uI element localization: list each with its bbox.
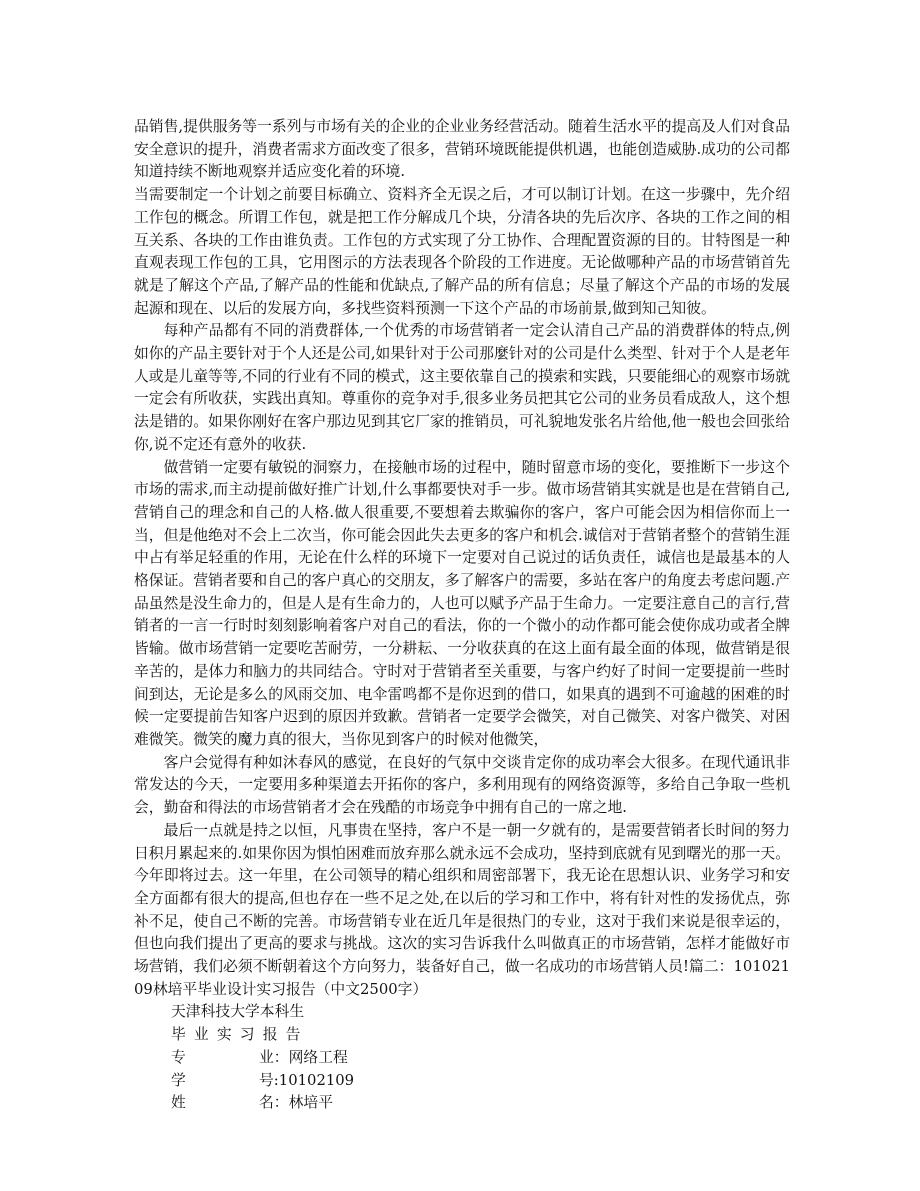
paragraph-2: 当需要制定一个计划之前要目标确立、资料齐全无误之后，才可以制订计划。在这一步骤中，先介绍工作包的概念。所谓工作包，就是把工作分解成几个块，分清各块的先后次序、各块的工作之间的相互关系、各块的工作由谁负责。工作包的方式实现了分工协作、合理配置资源的目的。甘特图是一种直观表现工作包的工具，它用图示的方法表现各个阶段的工作进度。无论做哪种产品的市场营销首先就是了解这个产品,了解产品的性能和优缺点,了解产品的所有信息；尽量了解这个产品的市场的发展起源和现在、以后的发展方向，多找些资料预测一下这个产品的市场前景,做到知己知彼。 bbox=[134, 186, 790, 317]
field-label: 学 bbox=[171, 1071, 186, 1089]
paragraph-6: 最后一点就是持之以恒，凡事贵在坚持，客户不是一朝一夕就有的，是需要营销者长时间的努力日积月累起来的.如果你因为惧怕困难而放弃那么就永远不会成功，坚持到底就有见到曙光的那一天。今年即将过去。这一年里，在公司领导的精心组织和周密部署下，我无论在思想认识、业务学习和安全方面都有很大的提高,但也存在一些不足之处,在以后的学习和工作中，将有针对性的发扬优点，弥补不足，使自己不断的完善。市场营销专业在近几年是很热门的专业，这对于我们来说是很幸运的，但也向我们提出了更高的要求与挑战。这次的实习告诉我什么叫做真正的市场营销，怎样才能做好市场营销，我们必须不断朝着这个方向努力，装备好自己，做一名成功的市场营销人员!篇二：10102109林培平毕业设计实习报告（中文2500字） bbox=[134, 821, 790, 998]
university-name: 天津科技大学本科生 bbox=[171, 1003, 305, 1021]
field-value: 业：网络工程 bbox=[259, 1048, 348, 1066]
field-major bbox=[134, 1047, 790, 1070]
field-label: 姓 bbox=[171, 1094, 186, 1112]
report-header bbox=[134, 1001, 790, 1046]
paragraph-5: 客户会觉得有种如沐春风的感觉，在良好的气氛中交谈肯定你的成功率会大很多。在现代通讯非常发达的今天，一定要用多种渠道去开拓你的客户，多利用现有的网络资源等，多给自己争取一些机会，勤奋和得法的市场营销者才会在残酷的市场竞争中拥有自己的一席之地. bbox=[134, 753, 790, 817]
field-label: 专 bbox=[171, 1048, 186, 1066]
paragraph-1: 品销售,提供服务等一系列与市场有关的企业的企业业务经营活动。随着生活水平的提高及人们对食品安全意识的提升，消费者需求方面改变了很多，营销环境既能提供机遇，也能创造威胁.成功的公司都知道持续不断地观察并适应变化着的环境. bbox=[134, 118, 790, 181]
field-value: 名：林培平 bbox=[259, 1094, 333, 1112]
field-name bbox=[134, 1092, 790, 1115]
document-page bbox=[134, 116, 790, 1115]
paragraph-3: 每种产品都有不同的消费群体,一个优秀的市场营销者一定会认清自己产品的消费群体的特点,例如你的产品主要针对于个人还是公司,如果针对于公司那麼针对的公司是什么类型、针对于个人是老年人或是儿童等等,不同的行业有不同的模式，这主要依靠自己的摸索和实践，只要能细心的观察市场就一定会有所收获，实践出真知。尊重你的竞争对手,很多业务员把其它公司的业务员看成敌人，这个想法是错的。如果你刚好在客户那边见到其它厂家的推销员，可礼貌地发张名片给他,他一般也会回张给你,说不定还有意外的收获. bbox=[134, 322, 790, 453]
paragraph-4: 做营销一定要有敏锐的洞察力，在接触市场的过程中，随时留意市场的变化，要推断下一步这个市场的需求,而主动提前做好推广计划,什么事都要快对手一步。做市场营销其实就是也是在营销自己,营销自己的理念和自己的人格.做人很重要,不要想着去欺骗你的客户，客户可能会因为相信你而上一当，但是他绝对不会上二次当，你可能会因此失去更多的客户和机会.诚信对于营销者整个的营销生涯中占有举足轻重的作用，无论在什么样的环境下一定要对自己说过的话负责任，诚信也是最基本的人格保证。营销者要和自己的客户真心的交朋友，多了解客户的需要，多站在客户的角度去考虑问题.产品虽然是没生命力的，但是人是有生命力的，人也可以赋予产品于生命力。一定要注意自己的言行,营销者的一言一行时时刻刻影响着客户对自己的看法，你的一个微小的动作都可能会使你成功或者全牌皆输。做市场营销一定要吃苦耐劳，一分耕耘、一分收获真的在这上面有最全面的体现，做营销是很辛苦的，是体力和脑力的共同结合。守时对于营销者至关重要，与客户约好了时间一定要提前一些时间到达，无论是多么的风雨交加、电伞雷鸣都不是你迟到的借口，如果真的遇到不可逾越的困难的时候一定要提前告知客户迟到的原因并致歉。营销者一定要学会微笑，对自己微笑、对客户微笑、对困难微笑。微笑的魔力真的很大，当你见到客户的时候对他微笑， bbox=[134, 458, 790, 748]
report-title: 毕业实习报告 bbox=[171, 1026, 309, 1044]
field-value: 号:10102109 bbox=[259, 1071, 355, 1089]
student-info bbox=[134, 1047, 790, 1115]
field-student-id bbox=[134, 1070, 790, 1093]
